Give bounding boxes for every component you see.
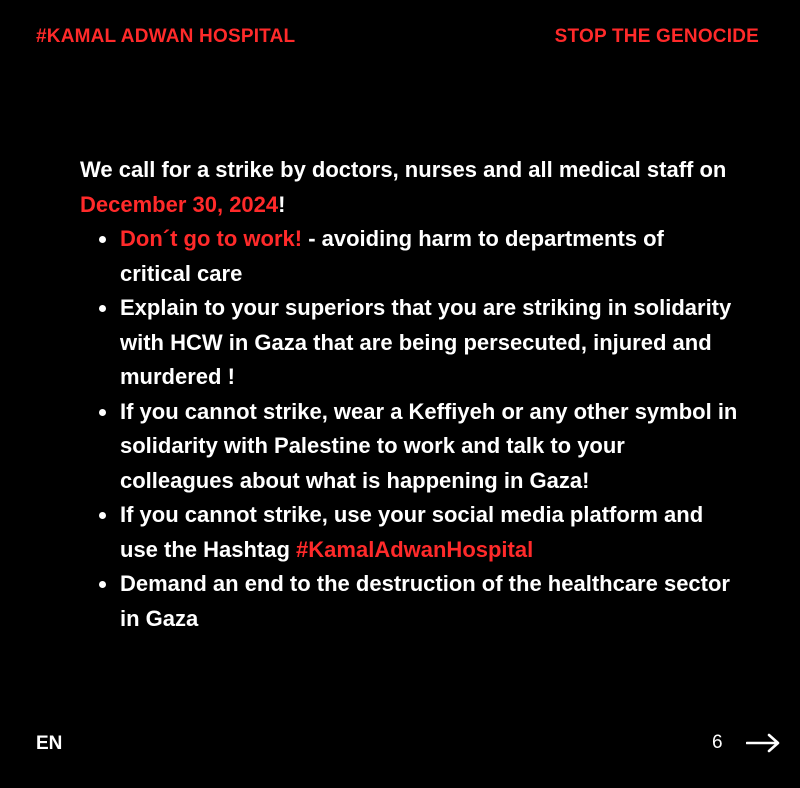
list-item	[120, 291, 740, 395]
list-item	[120, 222, 740, 291]
language-label: EN	[36, 733, 63, 754]
main-content	[80, 153, 740, 636]
intro-end: !	[278, 191, 286, 217]
bullet-text: Demand an end to the destruction of the healthcare sector in Gaza	[120, 571, 730, 631]
demands-list	[80, 222, 740, 636]
slogan-title: STOP THE GENOCIDE	[554, 26, 759, 47]
intro-paragraph	[80, 153, 740, 222]
page-number: 6	[712, 732, 723, 753]
hashtag-highlight: #KamalAdwanHospital	[296, 536, 534, 562]
bullet-text: If you cannot strike, wear a Keffiyeh or any other symbol in solidarity with Palestine to work and talk to your colleagues about what is happening in Gaza!	[120, 398, 738, 493]
list-item	[120, 498, 740, 567]
intro-text: We call for a strike by doctors, nurses and all medical staff on	[80, 157, 727, 182]
bullet-highlight: Don´t go to work!	[120, 226, 303, 251]
bullet-text: - avoiding harm to departments of critical care	[120, 226, 664, 286]
arrow-right-icon[interactable]	[746, 733, 780, 753]
bullet-text: Explain to your superiors that you are striking in solidarity with HCW in Gaza that are being persecuted, injured and murdered !	[120, 295, 732, 389]
bullet-text: If you cannot strike, use your social media platform and use the Hashtag	[120, 502, 704, 562]
list-item	[120, 567, 740, 636]
strike-date: December 30, 2024	[80, 191, 279, 217]
list-item	[120, 395, 740, 499]
hashtag-title: #KAMAL ADWAN HOSPITAL	[36, 26, 296, 47]
